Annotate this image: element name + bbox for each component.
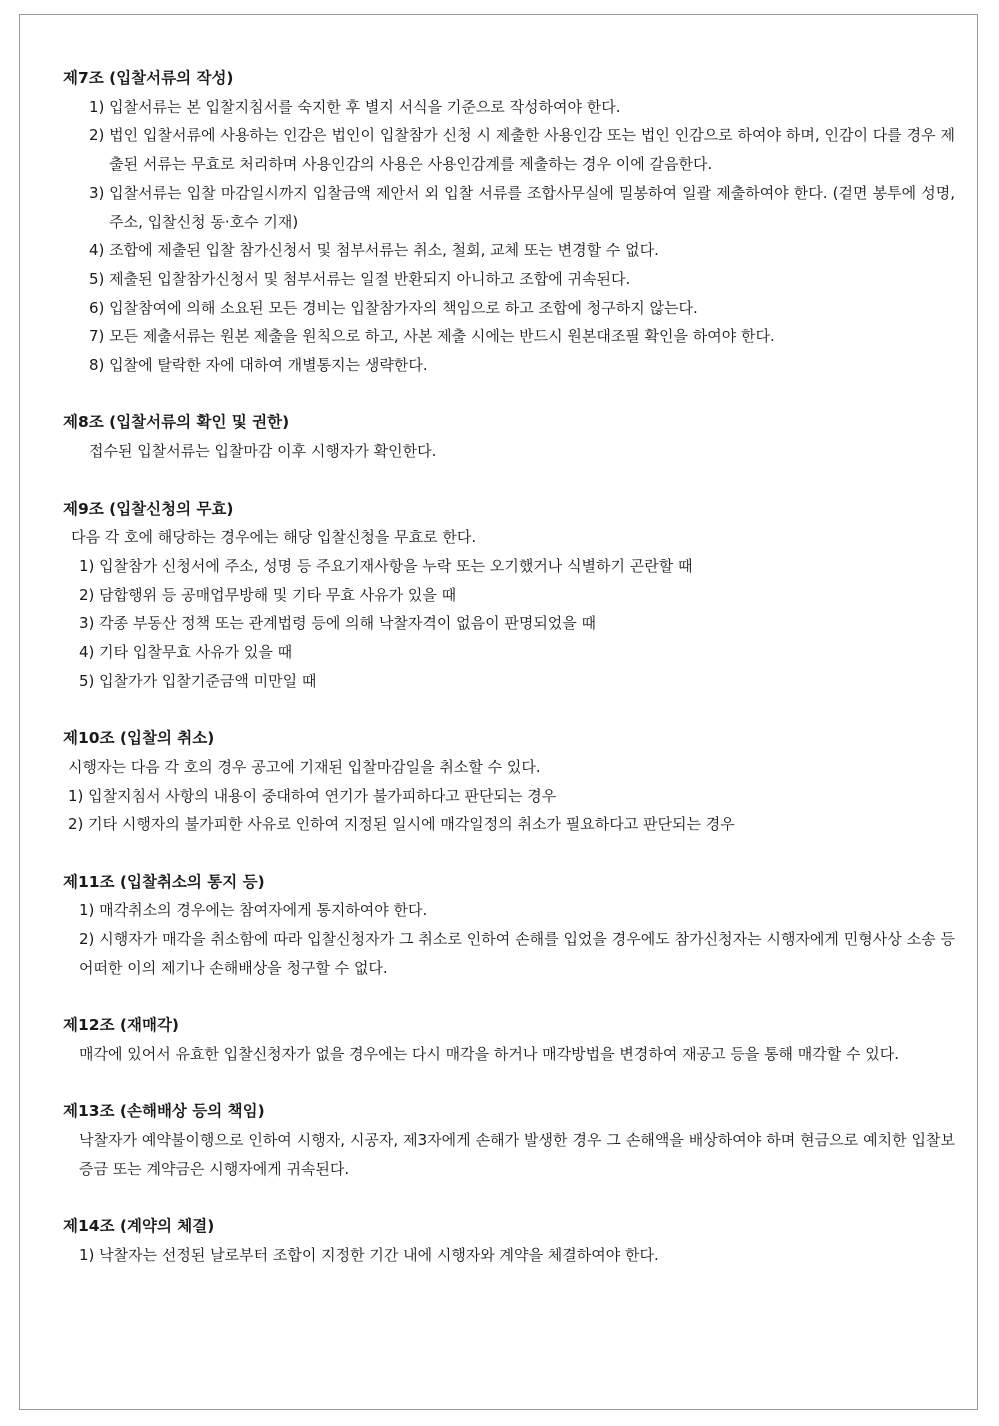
article-9 bbox=[63, 495, 955, 696]
list-item bbox=[89, 179, 955, 236]
item-number: 7) bbox=[89, 327, 110, 346]
item-text: 제출된 입찰참가신청서 및 첨부서류는 일절 반환되지 아니하고 조합에 귀속된다. bbox=[109, 269, 631, 288]
article-heading: 제13조 (손해배상 등의 책임) bbox=[63, 1102, 265, 1121]
list-item bbox=[68, 782, 955, 811]
item-text: 각종 부동산 정책 또는 관계법령 등에 의해 낙찰자격이 없음이 판명되었을 때 bbox=[99, 614, 597, 633]
article-heading: 제14조 (계약의 체결) bbox=[63, 1217, 215, 1236]
article-paragraph: 1) 매각취소의 경우에는 참여자에게 통지하여야 한다. bbox=[79, 901, 428, 920]
item-number: 3) bbox=[89, 183, 110, 202]
article-12 bbox=[63, 1011, 955, 1068]
article-intro: 다음 각 호에 해당하는 경우에는 해당 입찰신청을 무효로 한다. bbox=[71, 528, 477, 547]
article-body: 낙찰자가 예약불이행으로 인하여 시행자, 시공자, 제3자에게 손해가 발생한 경우 그 손해액을 배상하여야 하며 현금으로 예치한 입찰보증금 또는 계약금은 시행자에게 귀속된다. bbox=[79, 1130, 955, 1178]
article-items bbox=[63, 552, 955, 696]
list-item bbox=[68, 810, 955, 839]
item-number: 5) bbox=[79, 671, 100, 690]
article-intro: 시행자는 다음 각 호의 경우 공고에 기재된 입찰마감일을 취소할 수 있다. bbox=[68, 757, 541, 776]
item-number: 5) bbox=[89, 269, 110, 288]
list-item bbox=[79, 581, 955, 610]
item-number: 1) bbox=[89, 97, 110, 116]
item-number: 4) bbox=[89, 241, 110, 260]
item-text: 모든 제출서류는 원본 제출을 원칙으로 하고, 사본 제출 시에는 반드시 원본대조필 확인을 하여야 한다. bbox=[109, 327, 775, 346]
item-text: 입찰지침서 사항의 내용이 중대하여 연기가 불가피하다고 판단되는 경우 bbox=[88, 786, 557, 805]
list-item bbox=[79, 638, 955, 667]
article-body: 매각에 있어서 유효한 입찰신청자가 없을 경우에는 다시 매각을 하거나 매각방법을 변경하여 재공고 등을 통해 매각할 수 있다. bbox=[79, 1044, 900, 1063]
item-number: 2) bbox=[89, 126, 110, 145]
document-body bbox=[63, 64, 955, 1298]
article-items bbox=[63, 782, 955, 839]
item-number: 6) bbox=[89, 298, 110, 317]
list-item bbox=[79, 667, 955, 696]
item-text: 입찰가가 입찰기준금액 미만일 때 bbox=[99, 671, 317, 690]
article-heading: 제8조 (입찰서류의 확인 및 권한) bbox=[63, 413, 290, 432]
list-item bbox=[79, 609, 955, 638]
item-number: 3) bbox=[79, 614, 100, 633]
article-7 bbox=[63, 64, 955, 380]
article-heading: 제7조 (입찰서류의 작성) bbox=[63, 69, 234, 87]
item-text: 입찰서류는 본 입찰지침서를 숙지한 후 별지 서식을 기준으로 작성하여야 한다. bbox=[109, 97, 621, 116]
list-item bbox=[89, 294, 955, 323]
item-text: 담합행위 등 공매업무방해 및 기타 무효 사유가 있을 때 bbox=[99, 585, 457, 604]
article-heading: 제9조 (입찰신청의 무효) bbox=[63, 499, 234, 518]
item-number: 2) bbox=[79, 585, 100, 604]
item-text: 입찰참여에 의해 소요된 모든 경비는 입찰참가자의 책임으로 하고 조합에 청구하지 않는다. bbox=[109, 298, 698, 317]
item-number: 1) bbox=[79, 556, 100, 575]
list-item bbox=[89, 236, 955, 265]
item-text: 입찰서류는 입찰 마감일시까지 입찰금액 제안서 외 입찰 서류를 조합사무실에 밀봉하여 일괄 제출하여야 한다. (겉면 봉투에 성명, 주소, 입찰신청 동·호수 기재) bbox=[109, 183, 955, 231]
list-item bbox=[89, 93, 955, 122]
list-item bbox=[89, 322, 955, 351]
article-items bbox=[63, 93, 955, 380]
article-heading: 제12조 (재매각) bbox=[63, 1016, 179, 1035]
article-heading: 제10조 (입찰의 취소) bbox=[63, 729, 215, 748]
article-paragraph: 2) 시행자가 매각을 취소함에 따라 입찰신청자가 그 취소로 인하여 손해를 입었을 경우에도 참가신청자는 시행자에게 민형사상 소송 등 어떠한 이의 제기나 손해배상을 청구할 수 없다. bbox=[79, 930, 955, 977]
item-text: 기타 입찰무효 사유가 있을 때 bbox=[99, 643, 293, 662]
item-text: 기타 시행자의 불가피한 사유로 인하여 지정된 일시에 매각일정의 취소가 필요하다고 판단되는 경우 bbox=[88, 815, 735, 834]
item-number: 8) bbox=[89, 356, 110, 375]
article-10 bbox=[63, 724, 955, 839]
item-text: 입찰참가 신청서에 주소, 성명 등 주요기재사항을 누락 또는 오기했거나 식별하기 곤란할 때 bbox=[99, 556, 693, 575]
article-body: 1) 낙찰자는 선정된 날로부터 조합이 지정한 기간 내에 시행자와 계약을 체결하여야 한다. bbox=[79, 1245, 659, 1264]
article-heading: 제11조 (입찰취소의 통지 등) bbox=[63, 872, 265, 891]
item-text: 법인 입찰서류에 사용하는 인감은 법인이 입찰참가 신청 시 제출한 사용인감 또는 법인 인감으로 하여야 하며, 인감이 다를 경우 제출된 서류는 무효로 처리하며 사용인감의 사용은 사용인감계를 제출하는 경우 이에 갈음한다. bbox=[109, 126, 955, 174]
article-body: 접수된 입찰서류는 입찰마감 이후 시행자가 확인한다. bbox=[89, 442, 437, 461]
article-13 bbox=[63, 1097, 955, 1183]
article-8 bbox=[63, 408, 955, 465]
article-11 bbox=[63, 868, 955, 983]
item-number: 4) bbox=[79, 643, 100, 662]
list-item bbox=[89, 121, 955, 178]
item-number: 2) bbox=[68, 815, 89, 834]
item-text: 조합에 제출된 입찰 참가신청서 및 첨부서류는 취소, 철회, 교체 또는 변경할 수 없다. bbox=[109, 241, 659, 260]
list-item bbox=[89, 265, 955, 294]
item-text: 입찰에 탈락한 자에 대하여 개별통지는 생략한다. bbox=[109, 356, 428, 375]
list-item bbox=[89, 351, 955, 380]
article-14 bbox=[63, 1212, 955, 1269]
list-item bbox=[79, 552, 955, 581]
item-number: 1) bbox=[68, 786, 89, 805]
